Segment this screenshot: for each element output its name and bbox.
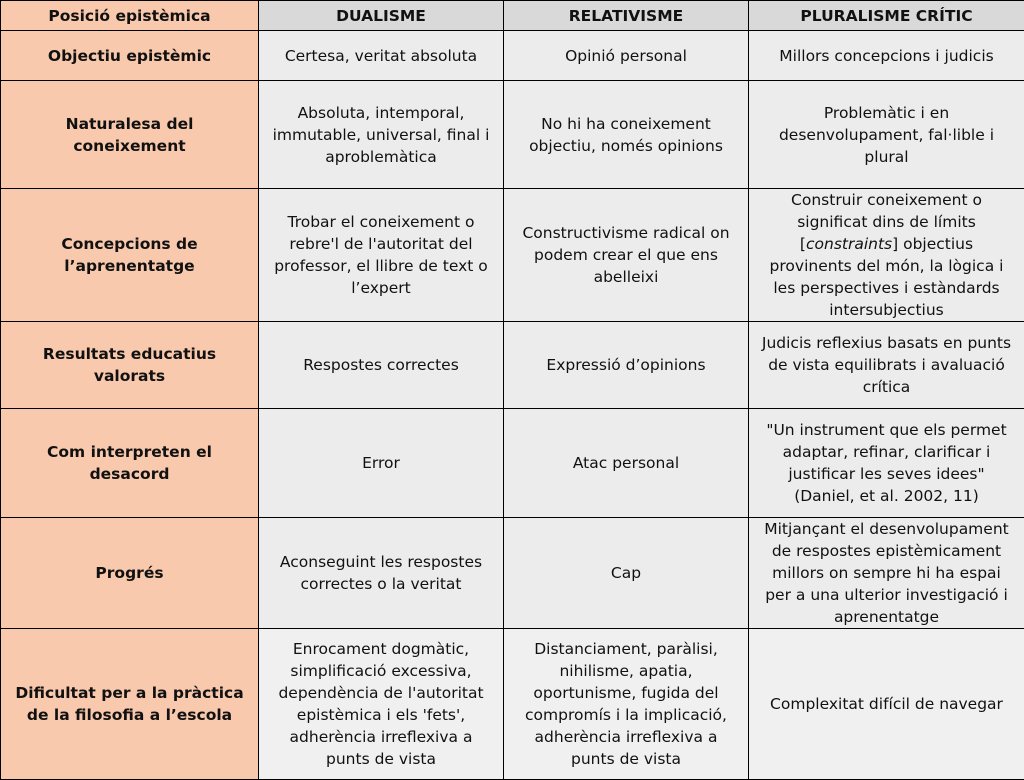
- cell-relativism: Distanciament, paràlisi, nihilisme, apatia, oportunisme, fugida del compromís i la implicació, adherència irreflexiva a punts de vista: [504, 629, 749, 780]
- header-pluralism: PLURALISME CRÍTIC: [749, 1, 1024, 31]
- pluralism-text-after: ] objectius provinents del món, la lògica i les perspectives i estàndards intersubjectius: [770, 235, 1004, 319]
- cell-dualism: Certesa, veritat absoluta: [259, 31, 504, 81]
- pluralism-text-before: Construir coneixement o significat dins de límits [: [791, 191, 982, 253]
- cell-relativism: Cap: [504, 518, 749, 629]
- header-dualism: DUALISME: [259, 1, 504, 31]
- table-row: [1, 322, 1024, 409]
- cell-dualism: Error: [259, 409, 504, 518]
- cell-pluralism: "Un instrument que els permet adaptar, refinar, clarificar i justificar les seves idees" (Daniel, et al. 2002, 11): [749, 409, 1024, 518]
- row-label-disagreement: Com interpreten el desacord: [1, 409, 259, 518]
- table-row: [1, 81, 1024, 189]
- table-row: [1, 629, 1024, 780]
- cell-dualism: Respostes correctes: [259, 322, 504, 409]
- pluralism-text-italic: constraints: [806, 235, 892, 253]
- row-label-conceptions-of-learning: Concepcions de l’aprenentatge: [1, 189, 259, 322]
- table-row: [1, 31, 1024, 81]
- cell-pluralism: [749, 189, 1024, 322]
- header-position: Posició epistèmica: [1, 1, 259, 31]
- cell-dualism: Aconseguint les respostes correctes o la veritat: [259, 518, 504, 629]
- table-row: [1, 409, 1024, 518]
- cell-pluralism: Problemàtic i en desenvolupament, fal·lible i plural: [749, 81, 1024, 189]
- cell-dualism: Absoluta, intemporal, immutable, universal, final i aproblemàtica: [259, 81, 504, 189]
- table-row: [1, 518, 1024, 629]
- cell-relativism: Opinió personal: [504, 31, 749, 81]
- cell-relativism: Constructivisme radical on podem crear el que ens abelleixi: [504, 189, 749, 322]
- cell-relativism: Expressió d’opinions: [504, 322, 749, 409]
- cell-pluralism: Millors concepcions i judicis: [749, 31, 1024, 81]
- row-label-epistemic-goal: Objectiu epistèmic: [1, 31, 259, 81]
- cell-pluralism: Judicis reflexius basats en punts de vista equilibrats i avaluació crítica: [749, 322, 1024, 409]
- cell-dualism: Trobar el coneixement o rebre'l de l'autoritat del professor, el llibre de text o l’expert: [259, 189, 504, 322]
- cell-pluralism: Mitjançant el desenvolupament de respostes epistèmicament millors on sempre hi ha espai per a una ulterior investigació i aprenentatge: [749, 518, 1024, 629]
- row-label-difficulty: Dificultat per a la pràctica de la filosofia a l’escola: [1, 629, 259, 780]
- row-label-progress: Progrés: [1, 518, 259, 629]
- table-row: [1, 189, 1024, 322]
- cell-pluralism: Complexitat difícil de navegar: [749, 629, 1024, 780]
- row-label-nature-of-knowledge: Naturalesa del coneixement: [1, 81, 259, 189]
- header-row: [1, 1, 1024, 31]
- cell-dualism: Enrocament dogmàtic, simplificació excessiva, dependència de l'autoritat epistèmica i els 'fets', adherència irreflexiva a punts de vista: [259, 629, 504, 780]
- cell-relativism: Atac personal: [504, 409, 749, 518]
- header-relativism: RELATIVISME: [504, 1, 749, 31]
- cell-relativism: No hi ha coneixement objectiu, només opinions: [504, 81, 749, 189]
- row-label-valued-outcomes: Resultats educatius valorats: [1, 322, 259, 409]
